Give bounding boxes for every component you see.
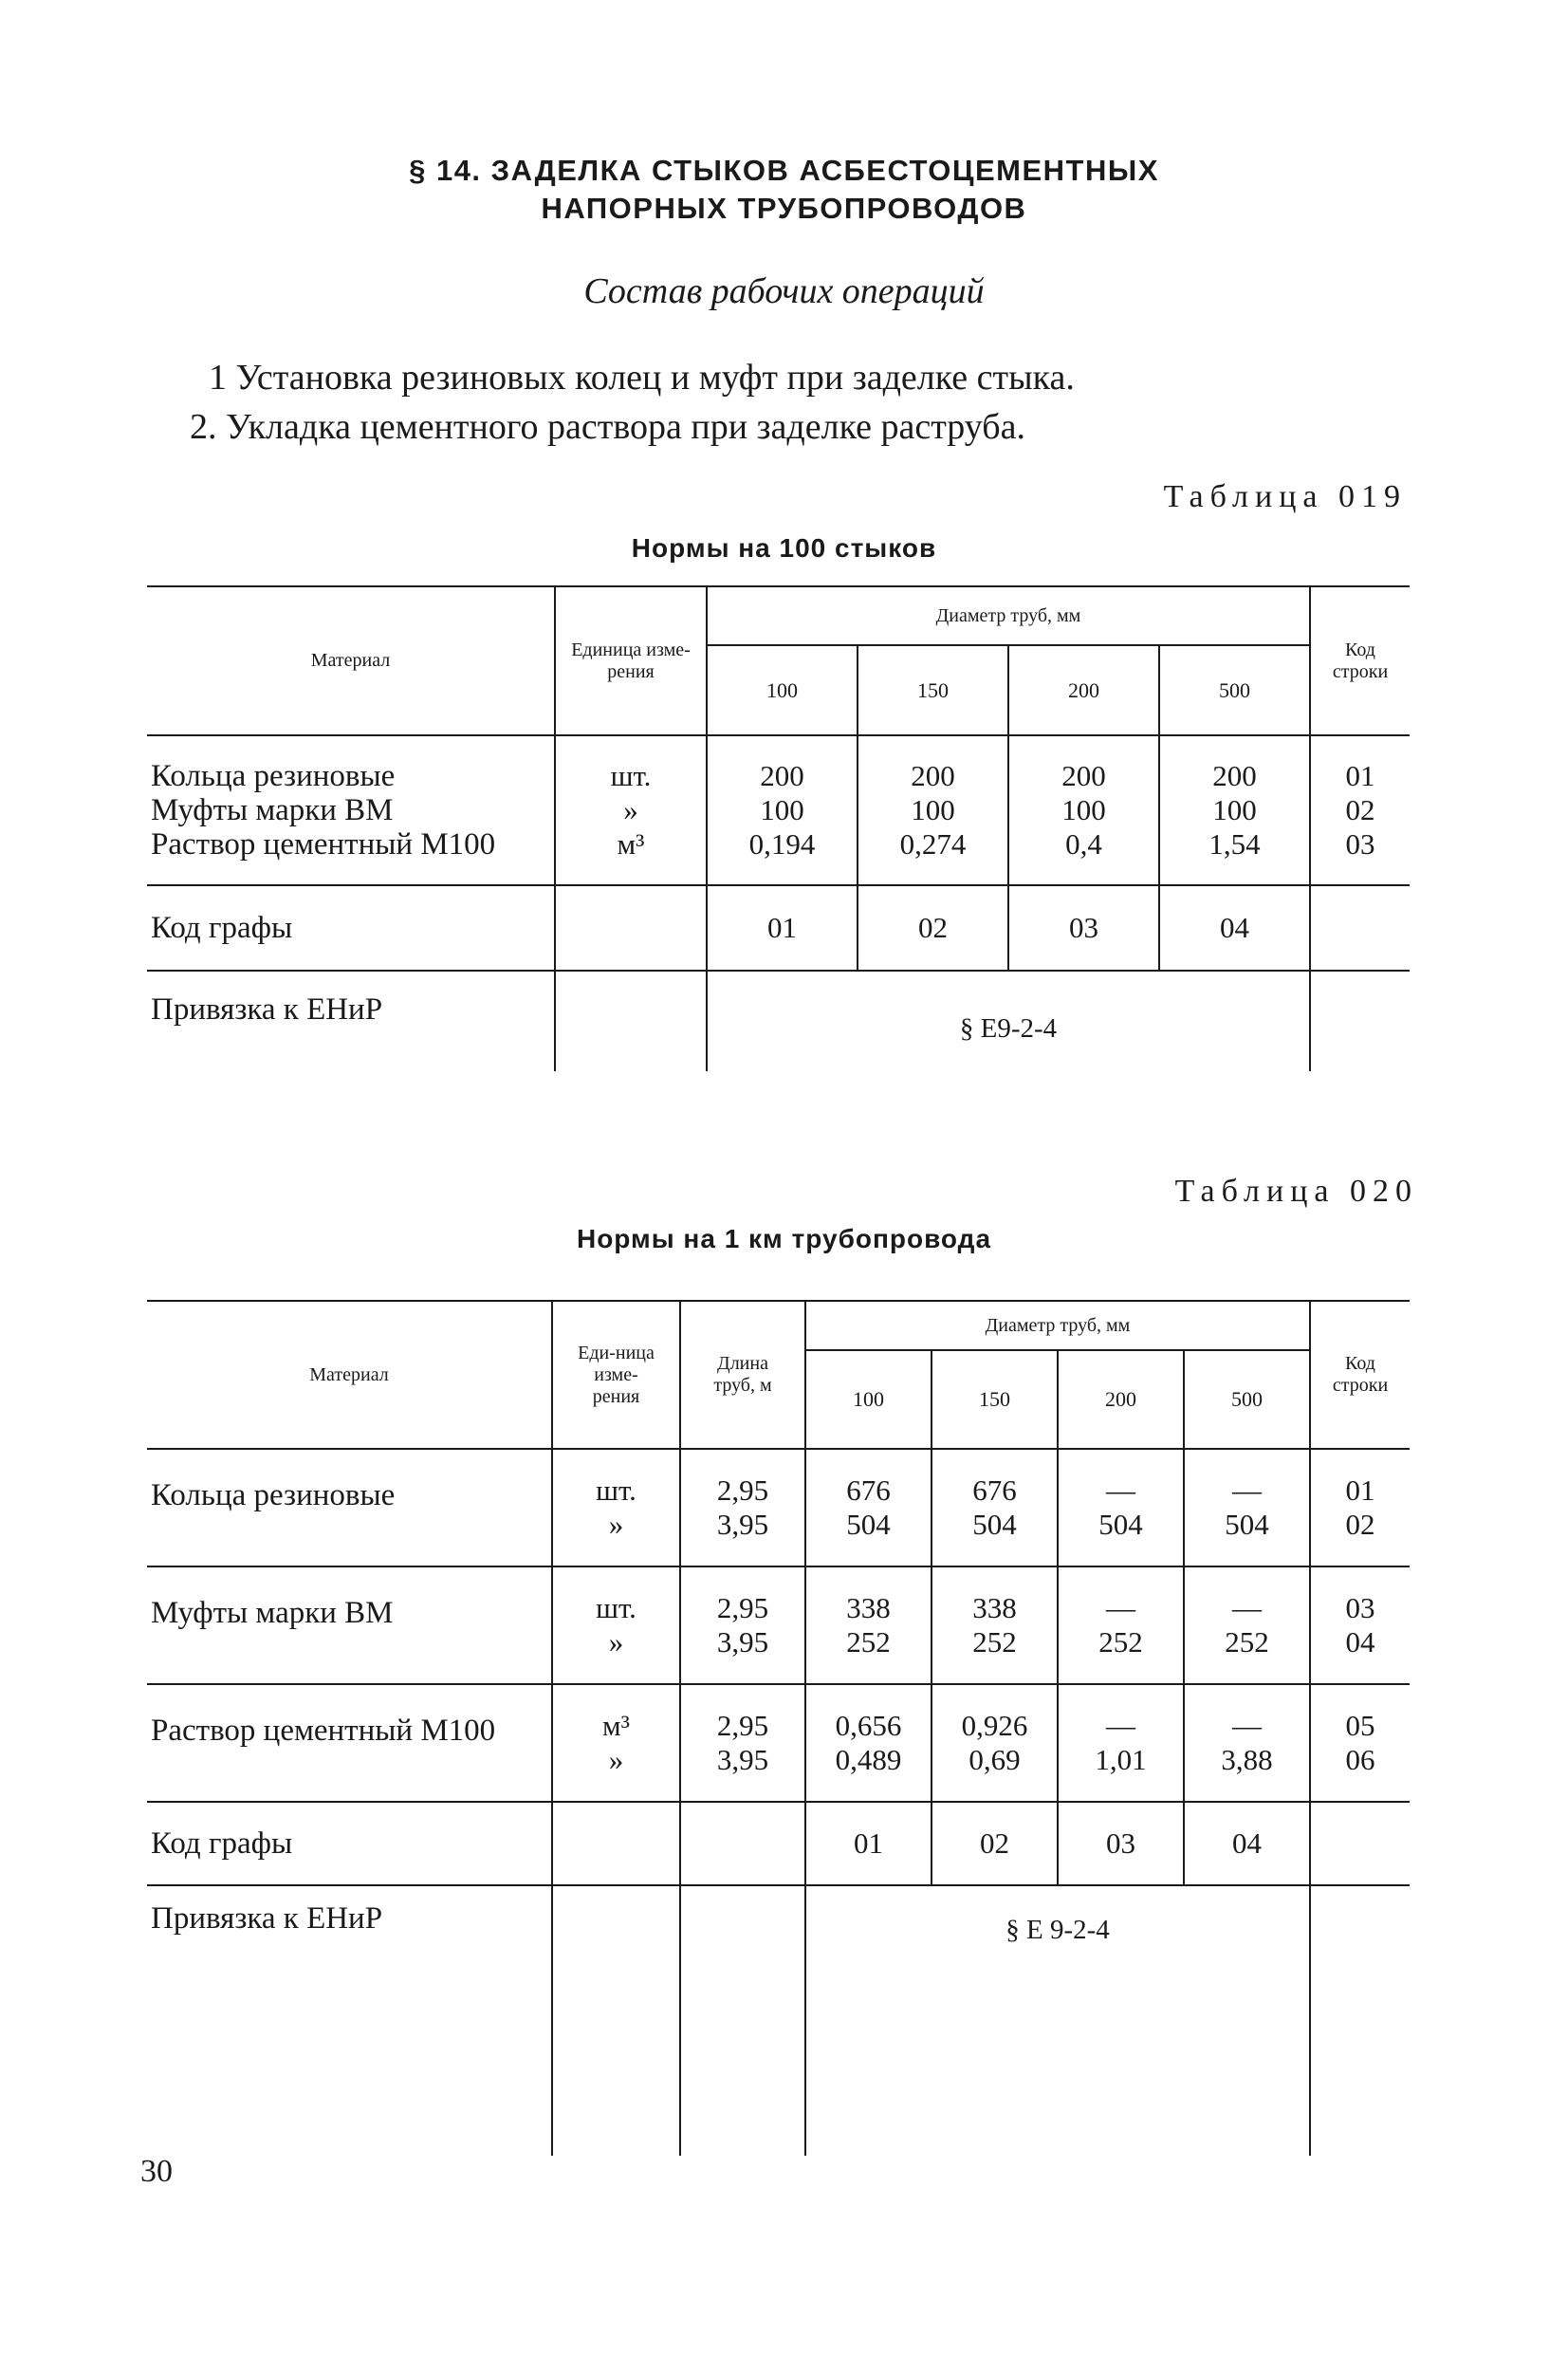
row-code: 01 bbox=[1345, 1474, 1375, 1507]
row-code: 05 bbox=[1345, 1709, 1375, 1742]
value: — bbox=[1106, 1709, 1135, 1742]
value: — bbox=[1106, 1474, 1135, 1507]
value: 0,4 bbox=[1065, 827, 1102, 861]
unit-value: » bbox=[608, 1743, 624, 1776]
value: 338 bbox=[846, 1591, 891, 1624]
row-code-cell bbox=[1310, 1684, 1410, 1802]
column-code: 01 bbox=[805, 1802, 932, 1885]
column-code: 01 bbox=[707, 885, 858, 971]
value: 100 bbox=[1212, 793, 1257, 826]
value: 676 bbox=[846, 1474, 891, 1507]
value: 1,01 bbox=[1095, 1743, 1147, 1776]
value: 338 bbox=[972, 1591, 1017, 1624]
section-subtitle: Состав рабочих операций bbox=[583, 271, 985, 311]
header-diameter-value: 200 bbox=[1008, 645, 1159, 735]
length-value: 2,95 bbox=[716, 1591, 769, 1624]
value-cell-d200 bbox=[1008, 735, 1159, 885]
value: 0,489 bbox=[835, 1743, 902, 1776]
table-row bbox=[147, 1449, 1410, 1566]
value: 100 bbox=[1061, 793, 1106, 826]
material-name: Раствор цементный М100 bbox=[151, 1714, 496, 1748]
value-cell-d200 bbox=[1058, 1449, 1184, 1566]
column-code: 03 bbox=[1058, 1802, 1184, 1885]
row-code: 02 bbox=[1345, 793, 1375, 826]
enir-label: Привязка к ЕНиР bbox=[151, 1901, 383, 1936]
header-code: Код строки bbox=[1310, 586, 1410, 735]
length-cell bbox=[680, 1684, 805, 1802]
material-name: Кольца резиновые bbox=[151, 1478, 396, 1512]
section-title bbox=[0, 152, 1568, 228]
column-code-label: Код графы bbox=[151, 1826, 293, 1861]
row-code-cell bbox=[1310, 735, 1410, 885]
unit-cell bbox=[555, 735, 707, 885]
header-diameter-value: 500 bbox=[1184, 1350, 1310, 1449]
section-title-line2: НАПОРНЫХ ТРУБОПРОВОДОВ bbox=[541, 192, 1027, 225]
value-cell-d100 bbox=[805, 1566, 932, 1684]
row-code: 01 bbox=[1345, 759, 1375, 792]
unit-value: м³ bbox=[617, 827, 645, 861]
value: 200 bbox=[1212, 759, 1257, 792]
header-code: Код строки bbox=[1310, 1301, 1410, 1449]
value: 252 bbox=[972, 1625, 1017, 1659]
table-row bbox=[147, 1802, 1410, 1885]
length-value: 3,95 bbox=[716, 1625, 769, 1659]
material-name: Раствор цементный М100 bbox=[151, 827, 496, 862]
length-value: 2,95 bbox=[716, 1474, 769, 1507]
header-length: Длина труб, м bbox=[680, 1301, 805, 1449]
value: 100 bbox=[911, 793, 955, 826]
value: — bbox=[1232, 1709, 1262, 1742]
unit-value: » bbox=[608, 1508, 624, 1541]
table-row bbox=[147, 1885, 1410, 2156]
value: 0,194 bbox=[748, 827, 816, 861]
value-cell-d150 bbox=[932, 1684, 1058, 1802]
unit-cell bbox=[552, 1684, 680, 1802]
table019-label: Таблица 019 bbox=[1163, 479, 1407, 514]
table020 bbox=[147, 1300, 1410, 2156]
value: 504 bbox=[972, 1508, 1017, 1541]
value-cell-d500 bbox=[1184, 1684, 1310, 1802]
value: — bbox=[1232, 1474, 1262, 1507]
value: — bbox=[1232, 1591, 1262, 1624]
header-diameter-value: 100 bbox=[707, 645, 858, 735]
column-code-label: Код графы bbox=[151, 911, 293, 945]
header-diameter-value: 200 bbox=[1058, 1350, 1184, 1449]
unit-cell bbox=[552, 1566, 680, 1684]
header-diameter-value: 100 bbox=[805, 1350, 932, 1449]
row-code: 04 bbox=[1345, 1625, 1375, 1659]
value: 100 bbox=[760, 793, 804, 826]
section-title-line1: § 14. ЗАДЕЛКА СТЫКОВ АСБЕСТОЦЕМЕНТНЫХ bbox=[409, 154, 1159, 187]
value: 200 bbox=[911, 759, 955, 792]
enir-value: § Е9-2-4 bbox=[707, 971, 1310, 1071]
table-row bbox=[147, 1684, 1410, 1802]
material-name: Кольца резиновые bbox=[151, 759, 396, 793]
row-code: 06 bbox=[1345, 1743, 1375, 1776]
length-cell bbox=[680, 1566, 805, 1684]
header-unit: Единица изме-рения bbox=[555, 586, 707, 735]
row-code-cell bbox=[1310, 1449, 1410, 1566]
value: 3,88 bbox=[1221, 1743, 1273, 1776]
header-diameter: Диаметр труб, мм bbox=[805, 1301, 1310, 1350]
material-name: Муфты марки ВМ bbox=[151, 1596, 394, 1630]
value-cell-d500 bbox=[1184, 1566, 1310, 1684]
page-number: 30 bbox=[140, 2154, 173, 2189]
value-cell-d100 bbox=[805, 1449, 932, 1566]
row-code-cell bbox=[1310, 1566, 1410, 1684]
value: 252 bbox=[1098, 1625, 1143, 1659]
length-value: 3,95 bbox=[716, 1508, 769, 1541]
unit-value: шт. bbox=[610, 759, 652, 792]
header-diameter: Диаметр труб, мм bbox=[707, 586, 1310, 645]
unit-value: » bbox=[623, 793, 638, 826]
table-row bbox=[147, 1566, 1410, 1684]
material-name: Муфты марки ВМ bbox=[151, 793, 394, 827]
enir-value: § Е 9-2-4 bbox=[805, 1885, 1310, 2156]
column-code: 03 bbox=[1008, 885, 1159, 971]
table019-caption: Нормы на 100 стыков bbox=[631, 533, 937, 563]
value-cell-d150 bbox=[932, 1566, 1058, 1684]
value: 252 bbox=[846, 1625, 891, 1659]
header-diameter-value: 500 bbox=[1159, 645, 1310, 735]
unit-value: » bbox=[608, 1625, 624, 1659]
length-value: 3,95 bbox=[716, 1743, 769, 1776]
unit-value: м³ bbox=[602, 1709, 630, 1742]
value: 200 bbox=[1061, 759, 1106, 792]
value: 1,54 bbox=[1208, 827, 1261, 861]
header-material: Материал bbox=[309, 1363, 389, 1385]
value: 504 bbox=[846, 1508, 891, 1541]
material-cell bbox=[147, 735, 555, 885]
length-value: 2,95 bbox=[716, 1709, 769, 1742]
value: 252 bbox=[1225, 1625, 1269, 1659]
operation-item: 1 Установка резиновых колец и муфт при заделке стыка. bbox=[209, 358, 1075, 398]
operation-item: 2. Укладка цементного раствора при заделке раструба. bbox=[190, 407, 1025, 447]
operations-list bbox=[190, 353, 1413, 452]
unit-cell bbox=[552, 1449, 680, 1566]
row-code: 02 bbox=[1345, 1508, 1375, 1541]
length-cell bbox=[680, 1449, 805, 1566]
table-row bbox=[147, 885, 1410, 971]
value-cell-d100 bbox=[707, 735, 858, 885]
row-code: 03 bbox=[1345, 1591, 1375, 1624]
table020-caption: Нормы на 1 км трубопровода bbox=[576, 1224, 992, 1253]
value-cell-d500 bbox=[1159, 735, 1310, 885]
value-cell-d200 bbox=[1058, 1684, 1184, 1802]
header-diameter-value: 150 bbox=[932, 1350, 1058, 1449]
value: 0,926 bbox=[961, 1709, 1028, 1742]
value: 200 bbox=[760, 759, 804, 792]
column-code: 04 bbox=[1184, 1802, 1310, 1885]
value: 0,274 bbox=[899, 827, 967, 861]
value-cell-d150 bbox=[858, 735, 1008, 885]
header-material: Материал bbox=[310, 650, 391, 671]
table019 bbox=[147, 585, 1410, 1071]
value: 504 bbox=[1098, 1508, 1143, 1541]
enir-label: Привязка к ЕНиР bbox=[151, 992, 383, 1027]
unit-value: шт. bbox=[596, 1474, 636, 1507]
header-diameter-value: 150 bbox=[858, 645, 1008, 735]
value-cell-d200 bbox=[1058, 1566, 1184, 1684]
value: 504 bbox=[1225, 1508, 1269, 1541]
value: 0,656 bbox=[835, 1709, 902, 1742]
value: 676 bbox=[972, 1474, 1017, 1507]
row-code: 03 bbox=[1345, 827, 1375, 861]
column-code: 04 bbox=[1159, 885, 1310, 971]
value-cell-d150 bbox=[932, 1449, 1058, 1566]
value-cell-d100 bbox=[805, 1684, 932, 1802]
column-code: 02 bbox=[932, 1802, 1058, 1885]
unit-value: шт. bbox=[596, 1591, 636, 1624]
table020-label: Таблица 020 bbox=[1174, 1174, 1418, 1209]
value-cell-d500 bbox=[1184, 1449, 1310, 1566]
header-unit: Еди-ница изме-рения bbox=[552, 1301, 680, 1449]
value: 0,69 bbox=[968, 1743, 1021, 1776]
table-row bbox=[147, 971, 1410, 1071]
value: — bbox=[1106, 1591, 1135, 1624]
column-code: 02 bbox=[858, 885, 1008, 971]
table-row bbox=[147, 735, 1410, 885]
